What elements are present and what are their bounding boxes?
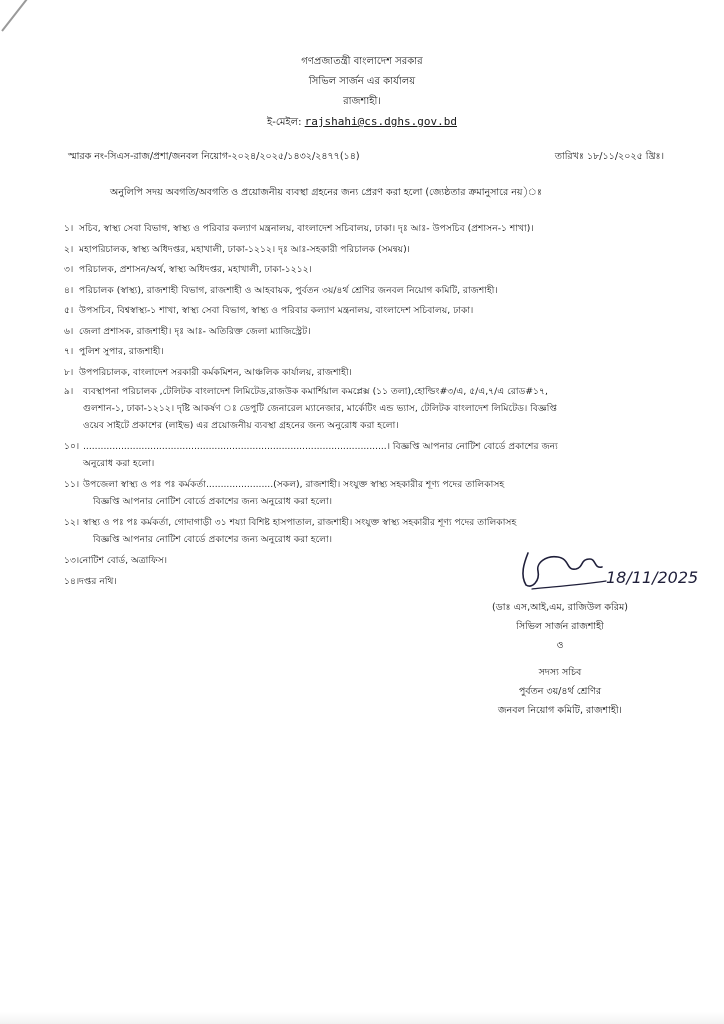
item-number: ১৩।: [64, 555, 80, 566]
item-number: ১২।: [64, 517, 80, 528]
item-text-line: ব্যবস্থাপনা পরিচালক ,টেলিটক বাংলাদেশ লিমিটেড,রাজউক কমার্শিয়াল কমপ্লেক্স (১১ তলা),হোল্ডিং#৩/এ, ৫/এ,৭/এ রোড#১৭,: [83, 386, 548, 397]
memo-date: তারিখঃ ১৮/১১/২০২৫ খ্রিঃ।: [554, 151, 664, 162]
office-name: সিভিল সার্জন এর কার্যালয়: [308, 76, 416, 87]
handwritten-signature: [510, 545, 700, 595]
letterhead: [0, 52, 724, 133]
memo-reference: স্মারক নং-সিএস-রাজ/প্রশা/জনবল নিয়োগ-২০২৪/২০২৫/১৪৩২/২৪৭৭(১৪): [68, 151, 360, 162]
item-text-line: অনুরোধ করা হলো।: [83, 458, 155, 469]
signatory-committee-location: জনবল নিয়োগ কমিটি, রাজশাহী।: [498, 705, 622, 716]
signature-date: 18/11/2025: [606, 568, 699, 587]
signatory-name: (ডাঃ এস,আই,এম, রাজিউল করিম): [492, 602, 628, 613]
item-number: ৮।: [64, 366, 74, 378]
item-number: ১।: [64, 223, 74, 234]
list-item: [64, 514, 664, 548]
email-label: ই-মেইল:: [267, 117, 302, 128]
item-number: ১১।: [64, 479, 80, 490]
item-text-line: ........................................................................................................। বিজ্ঞপ্তি আপনার নোটিশ বোর্ডে প্রকাশের জন্য: [83, 441, 558, 452]
item-text-line: গুলশান-১, ঢাকা-১২১২। দৃষ্টি আকর্ষণ ঃ ডেপুটি জেনারেল ম্যানেজার, মার্কেটিং এন্ড ভ্যাস, টেলিটক বাংলাদেশ লিমিটেড। বিজ্ঞপ্তি: [83, 403, 557, 414]
signatory-title: সিভিল সার্জন রাজশাহী: [516, 621, 604, 632]
list-item: [64, 301, 664, 322]
item-number: ১০।: [64, 441, 80, 452]
email-line: [0, 112, 724, 133]
item-text: জেলা প্রশাসক, রাজশাহী। দৃঃ আঃ- অতিরিক্ত জেলা ম্যাজিস্ট্রেট।: [79, 325, 311, 337]
item-text-line: বিজ্ঞপ্তি আপনার নোটিশ বোর্ডে প্রকাশের জন্য অনুরোধ করা হলো।: [93, 534, 333, 545]
office-location: রাজশাহী।: [343, 96, 381, 107]
list-item: [64, 476, 664, 510]
govt-name: গণপ্রজাতন্ত্রী বাংলাদেশ সরকার: [301, 56, 423, 67]
distribution-intro: অনুলিপি সদয় অবগতি/অবগতি ও প্রয়োজনীয় ব্যবস্থা গ্রহনের জন্য প্রেরণ করা হলো (জ্যেষ্ঠতার ক্রমানুসারে নয়)ঃ: [110, 187, 542, 198]
list-item: [64, 342, 664, 363]
item-text-line: উপজেলা স্বাস্থ্য ও পঃ পঃ কর্মকর্তা.......................(সকল), রাজশাহী। সংযুক্ত স্বাস্থ্য সহকারীর শূণ্য পদের তালিকাসহ: [83, 479, 505, 490]
list-item: [64, 322, 664, 343]
item-text: পুলিশ সুপার, রাজশাহী।: [79, 346, 164, 357]
distribution-list: [64, 219, 664, 592]
list-item: [64, 240, 664, 261]
item-text: উপসচিব, বিশ্বস্বাস্থ্য-১ শাখা, স্বাস্থ্য সেবা বিভাগ, স্বাস্থ্য ও পরিবার কল্যাণ মন্ত্রনালয়, বাংলাদেশ সচিবালয়, ঢাকা।: [79, 305, 474, 316]
signatory-committee: পুর্বতন ৩য়/৪র্থ শ্রেণির: [518, 686, 602, 697]
signatory-role: সদস্য সচিব: [538, 667, 582, 678]
item-number: ৩।: [64, 264, 74, 275]
list-item: [64, 363, 664, 384]
signatory-and: ও: [556, 640, 564, 651]
list-item: [64, 281, 664, 302]
item-number: ৫।: [64, 305, 74, 316]
item-text-line: স্বাস্থ্য ও পঃ পঃ কর্মকর্তা, গোদাগাড়ী ৩১ শয্যা বিশিষ্ট হাসপাতাল, রাজশাহী। সংযুক্ত স্বাস্থ্য সহকারীর শূণ্য পদের তালিকাসহ: [83, 517, 517, 528]
item-text: মহাপরিচালক, স্বাস্থ্য অধিদপ্তর, মহাখালী, ঢাকা-১২১২। দৃঃ আঃ-সহকারী পরিচালক (সমন্বয়)।: [79, 243, 410, 255]
email-address: rajshahi@cs.dghs.gov.bd: [304, 115, 457, 128]
list-item: [64, 438, 664, 472]
item-number: ২।: [64, 243, 74, 255]
item-text-line: বিজ্ঞপ্তি আপনার নোটিশ বোর্ডে প্রকাশের জন্য অনুরোধ করা হলো।: [93, 496, 333, 507]
list-item: [64, 219, 664, 240]
item-text: পরিচালক, প্রশাসন/অর্থ, স্বাস্থ্য অধিদপ্তর, মহাখালী, ঢাকা-১২১২।: [79, 264, 312, 275]
scan-edge-mark: [1, 0, 46, 32]
scan-bottom-edge: [0, 1012, 724, 1024]
item-text-line: ওয়েব সাইটে প্রকাশের (লাইভ) এর প্রয়োজনীয় ব্যবস্থা গ্রহনের জন্য অনুরোধ করা হলো।: [83, 420, 399, 431]
list-item: [64, 260, 664, 281]
item-text: নোটিশ বোর্ড, অত্রাফিস।: [79, 555, 168, 566]
item-number: ৯।: [64, 386, 74, 397]
item-text: দপ্তর নথি।: [79, 575, 117, 587]
list-item: [64, 383, 664, 434]
signatory-block: [430, 598, 690, 720]
item-number: ৪।: [64, 284, 74, 296]
item-text: সচিব, স্বাস্থ্য সেবা বিভাগ, স্বাস্থ্য ও পরিবার কল্যাণ মন্ত্রনালয়, বাংলাদেশ সচিবালয়, ঢাকা। দৃঃ আঃ- উপসচিব (প্রশাসন-১ শাখা)।: [79, 223, 534, 234]
item-text: পরিচালক (স্বাস্থ্য), রাজশাহী বিভাগ, রাজশাহী ও আহবায়ক, পুর্বতন ৩য়/৪র্থ শ্রেণির জনবল নিয়োগ কমিটি, রাজশাহী।: [79, 284, 498, 296]
item-text: উপপরিচালক, বাংলাদেশ সরকারী কর্মকমিশন, আঞ্চলিক কার্যালয়, রাজশাহী।: [79, 366, 352, 378]
item-number: ৬।: [64, 325, 74, 337]
item-number: ১৪।: [64, 575, 80, 587]
item-number: ৭।: [64, 346, 74, 357]
